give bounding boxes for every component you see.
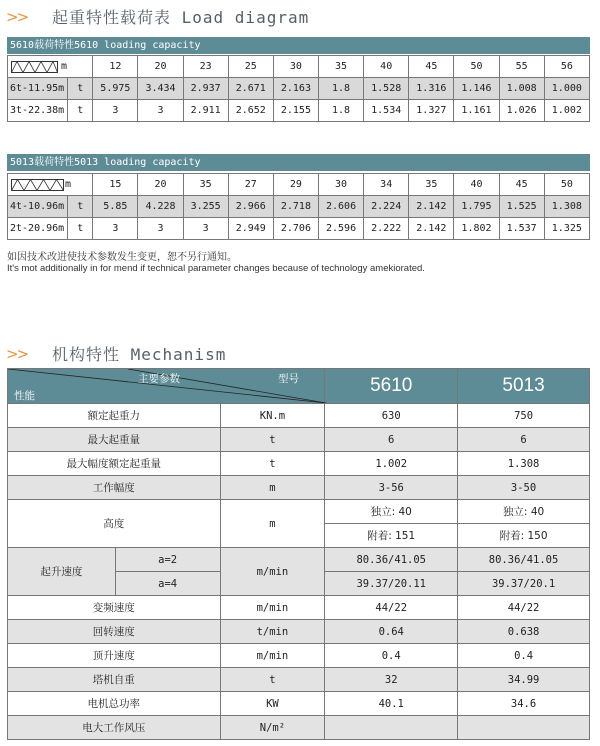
param-unit: KW [220,692,325,716]
table-row [8,500,590,524]
value-5013: 3-50 [458,476,590,500]
radius-value: 15 [93,174,138,196]
header-perf: 性能 [14,390,35,402]
table-row [8,428,590,452]
param-unit: t [220,668,325,692]
capacity-value: 3.255 [183,196,228,218]
capacity-value: 3 [93,218,138,240]
capacity-value: 2.652 [228,100,273,122]
radius-value: 30 [318,174,363,196]
capacity-value: 2.142 [409,196,454,218]
truss-cell [8,56,93,78]
row-unit: t [68,100,93,122]
radius-value: 34 [364,174,409,196]
truss-cell [8,174,93,196]
capacity-value: 1.537 [499,218,544,240]
value-5610: 40.1 [325,692,458,716]
capacity-value: 5.975 [93,78,138,100]
model-label: 5610 [370,375,413,396]
value-5610: 1.002 [325,452,458,476]
row-label: 3t-22.38m [8,100,68,122]
capacity-value: 3 [138,218,183,240]
radius-value: 40 [364,56,409,78]
radius-value: 56 [544,56,589,78]
value-5013: 34.6 [458,692,590,716]
capacity-value: 1.008 [499,78,544,100]
load-diagram-heading [6,5,309,28]
row-unit: t [68,218,93,240]
model-label: 5013 [502,375,545,396]
table-row [8,218,590,240]
table-row [8,716,590,740]
section-title: 机构特性 Mechanism [52,345,227,364]
radius-value: 35 [318,56,363,78]
capacity-value: 2.224 [364,196,409,218]
capacity-value: 1.161 [454,100,499,122]
header-row [8,369,590,404]
radius-value: 45 [409,56,454,78]
radius-value: 20 [138,174,183,196]
table-row [8,78,590,100]
param-unit: m [220,500,325,548]
capacity-value: 1.8 [318,78,363,100]
param-unit: t [220,428,325,452]
radius-value: 29 [273,174,318,196]
param-name: 顶升速度 [8,644,221,668]
capacity-value: 2.142 [409,218,454,240]
mechanism-heading [6,342,226,365]
param-unit: m/min [220,596,325,620]
param-unit: m/min [220,644,325,668]
capacity-value: 2.966 [228,196,273,218]
header-type: 型号 [278,373,299,385]
diagonal-header-cell [8,369,325,404]
value-5610: 0.64 [325,620,458,644]
table-row [8,644,590,668]
value-5013: 0.4 [458,644,590,668]
mechanism-table [7,368,590,740]
header-main: 主要参数 [138,373,180,385]
capacity-value: 1.316 [409,78,454,100]
note-en: It's mot additionally in for mend if technical parameter changes because of technology amekiorated. [7,263,425,274]
value-5610: 3-56 [325,476,458,500]
capacity-value: 2.706 [273,218,318,240]
value-5013 [458,716,590,740]
capacity-value: 5.85 [93,196,138,218]
capacity-value: 2.937 [183,78,228,100]
table-row [8,452,590,476]
param-name: 回转速度 [8,620,221,644]
capacity-value: 1.802 [454,218,499,240]
param-name: 电机总功率 [8,692,221,716]
row-label: 6t-11.95m [8,78,68,100]
table-row [8,620,590,644]
capacity-value: 2.671 [228,78,273,100]
radius-value: 35 [183,174,228,196]
value-5013: 80.36/41.05 [458,548,590,572]
radius-value: 12 [93,56,138,78]
value-5610: 80.36/41.05 [325,548,458,572]
param-name: 工作幅度 [8,476,221,500]
param-unit: m/min [220,548,325,596]
capacity-value: 3 [93,100,138,122]
value-5013: 6 [458,428,590,452]
param-name: 变频速度 [8,596,221,620]
capacity-value: 1.795 [454,196,499,218]
param-sub: a=4 [115,572,220,596]
capacity-value: 1.000 [544,78,589,100]
param-unit: m [220,476,325,500]
radius-row [8,56,590,78]
radius-value: 30 [273,56,318,78]
radius-value: 23 [183,56,228,78]
radius-value: 50 [454,56,499,78]
param-name: 最大幅度额定起重量 [8,452,221,476]
value-5610: 附着: 151 [325,524,458,548]
param-unit: t/min [220,620,325,644]
radius-value: 55 [499,56,544,78]
value-5610: 32 [325,668,458,692]
param-name: 塔机自重 [8,668,221,692]
section-title: 起重特性载荷表 Load diagram [52,8,310,27]
value-5013: 1.308 [458,452,590,476]
value-5013: 独立: 40 [458,500,590,524]
load-table-5610 [7,55,590,122]
value-5610: 0.4 [325,644,458,668]
value-5610 [325,716,458,740]
param-name: 起升速度 [8,548,116,596]
table-row [8,692,590,716]
table-title-5013: 5013载荷特性5013 loading capacity [7,154,590,171]
capacity-value: 1.8 [318,100,363,122]
table-row [8,100,590,122]
unit-m-label: m [65,179,72,190]
capacity-value: 1.525 [499,196,544,218]
value-5013: 附着: 150 [458,524,590,548]
param-name: 额定起重力 [8,404,221,428]
capacity-value: 3 [183,218,228,240]
param-unit: N/m² [220,716,325,740]
capacity-value: 1.308 [544,196,589,218]
param-name: 高度 [8,500,221,548]
radius-value: 40 [454,174,499,196]
radius-value: 27 [228,174,273,196]
capacity-value: 1.002 [544,100,589,122]
model-5610 [325,369,458,404]
radius-value: 35 [409,174,454,196]
capacity-value: 2.596 [318,218,363,240]
value-5013: 39.37/20.1 [458,572,590,596]
param-name: 电大工作风压 [8,716,221,740]
model-5013 [458,369,590,404]
value-5610: 独立: 40 [325,500,458,524]
table-row [8,596,590,620]
value-5610: 39.37/20.11 [325,572,458,596]
table-title-5610: 5610载荷特性5610 loading capacity [7,37,590,54]
row-label: 4t-10.96m [8,196,68,218]
capacity-value: 2.155 [273,100,318,122]
radius-value: 50 [544,174,589,196]
value-5013: 750 [458,404,590,428]
param-name: 最大起重量 [8,428,221,452]
double-chevron-icon: >> [6,7,28,26]
row-unit: t [68,78,93,100]
capacity-value: 1.528 [364,78,409,100]
row-unit: t [68,196,93,218]
capacity-value: 2.949 [228,218,273,240]
capacity-value: 2.222 [364,218,409,240]
unit-m-label: m [61,61,68,72]
value-5610: 6 [325,428,458,452]
table-row [8,476,590,500]
table-row [8,404,590,428]
value-5013: 0.638 [458,620,590,644]
param-unit: KN.m [220,404,325,428]
capacity-value: 2.606 [318,196,363,218]
row-label: 2t-20.96m [8,218,68,240]
table-row [8,196,590,218]
table-row [8,668,590,692]
capacity-value: 2.163 [273,78,318,100]
table-row [8,548,590,572]
param-unit: t [220,452,325,476]
value-5013: 34.99 [458,668,590,692]
jib-truss-icon [11,179,72,191]
value-5013: 44/22 [458,596,590,620]
capacity-value: 3 [138,100,183,122]
radius-value: 45 [499,174,544,196]
capacity-value: 1.327 [409,100,454,122]
radius-row [8,174,590,196]
load-table-5013 [7,173,590,240]
capacity-value: 2.911 [183,100,228,122]
capacity-value: 1.146 [454,78,499,100]
radius-value: 20 [138,56,183,78]
capacity-value: 1.325 [544,218,589,240]
param-sub: a=2 [115,548,220,572]
capacity-value: 2.718 [273,196,318,218]
capacity-value: 3.434 [138,78,183,100]
double-chevron-icon: >> [6,344,28,363]
note-cn: 如因技术改进使技术参数发生变更，恕不另行通知。 [7,252,237,263]
capacity-value: 4.228 [138,196,183,218]
capacity-value: 1.534 [364,100,409,122]
capacity-value: 1.026 [499,100,544,122]
radius-value: 25 [228,56,273,78]
value-5610: 630 [325,404,458,428]
value-5610: 44/22 [325,596,458,620]
